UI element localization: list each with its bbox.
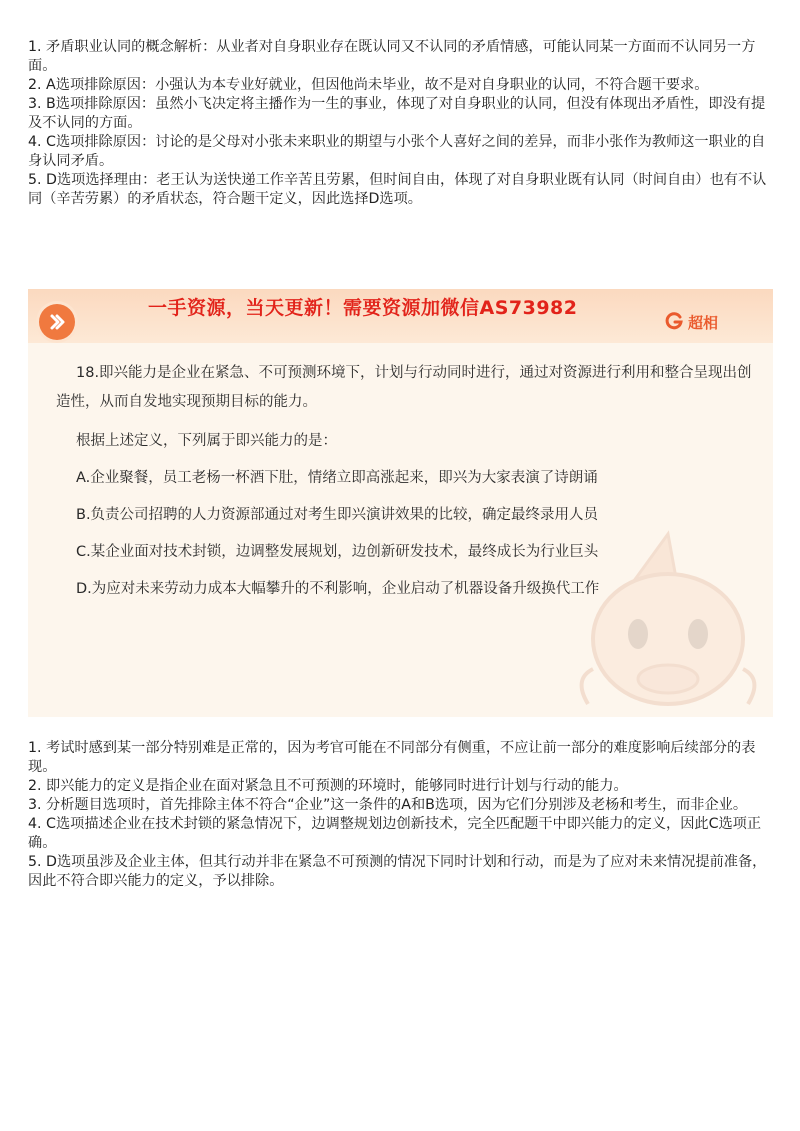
arrow-right-icon bbox=[39, 304, 75, 340]
question-prompt: 根据上述定义，下列属于即兴能力的是： bbox=[76, 433, 337, 449]
note-paragraph: 3. B选项排除原因：虽然小飞决定将主播作为一生的事业，体现了对自身职业的认同，但没有体现出矛盾性，即没有提及不认同的方面。 bbox=[28, 96, 766, 131]
note-paragraph: 5. D选项虽涉及企业主体，但其行动并非在紧急不可预测的情况下同时计划和行动，而是为了应对未来情况提前准备，因此不符合即兴能力的定义，予以排除。 bbox=[28, 854, 767, 889]
option-a: A.企业聚餐，员工老杨一杯酒下肚，情绪立即高涨起来，即兴为大家表演了诗朗诵 bbox=[76, 470, 598, 486]
option-b: B.负责公司招聘的人力资源部通过对考生即兴演讲效果的比较，确定最终录用人员 bbox=[76, 507, 599, 523]
note-paragraph: 4. C选项排除原因：讨论的是父母对小张未来职业的期望与小张个人喜好之间的差异，而非小张作为教师这一职业的自身认同矛盾。 bbox=[28, 134, 766, 169]
bottom-explanation-notes bbox=[28, 739, 773, 891]
promo-banner bbox=[28, 289, 773, 343]
logo-text: 超相 bbox=[688, 314, 719, 332]
question-body bbox=[56, 359, 756, 604]
question-card bbox=[28, 289, 773, 717]
banner-title: 一手资源，当天更新！需要资源加微信AS73982 bbox=[148, 297, 578, 319]
note-paragraph: 5. D选项选择理由：老王认为送快递工作辛苦且劳累，但时间自由，体现了对自身职业既有认同（时间自由）也有不认同（辛苦劳累）的矛盾状态，符合题干定义，因此选择D选项。 bbox=[28, 172, 767, 207]
option-d: D.为应对未来劳动力成本大幅攀升的不利影响，企业启动了机器设备升级换代工作 bbox=[76, 581, 600, 597]
note-paragraph: 4. C选项描述企业在技术封锁的紧急情况下，边调整规划边创新技术，完全匹配题干中即兴能力的定义，因此C选项正确。 bbox=[28, 816, 762, 851]
option-c: C.某企业面对技术封锁，边调整发展规划，边创新研发技术，最终成长为行业巨头 bbox=[76, 544, 599, 560]
note-paragraph: 2. A选项排除原因：小强认为本专业好就业，但因他尚未毕业，故不是对自身职业的认同，不符合题干要求。 bbox=[28, 77, 709, 93]
note-paragraph: 3. 分析题目选项时，首先排除主体不符合“企业”这一条件的A和B选项，因为它们分别涉及老杨和考生，而非企业。 bbox=[28, 797, 748, 813]
note-paragraph: 1. 考试时感到某一部分特别难是正常的，因为考官可能在不同部分有侧重，不应让前一部分的难度影响后续部分的表现。 bbox=[28, 740, 756, 775]
question-stem: 18.即兴能力是企业在紧急、不可预测环境下，计划与行动同时进行，通过对资源进行利用和整合呈现出创造性，从而自发地实现预期目标的能力。 bbox=[56, 365, 752, 410]
top-explanation-notes bbox=[28, 38, 773, 209]
note-paragraph: 2. 即兴能力的定义是指企业在面对紧急且不可预测的环境时，能够同时进行计划与行动的能力。 bbox=[28, 778, 628, 794]
g-logo-icon bbox=[664, 311, 684, 331]
note-paragraph: 1. 矛盾职业认同的概念解析：从业者对自身职业存在既认同又不认同的矛盾情感，可能认同某一方面而不认同另一方面。 bbox=[28, 39, 756, 74]
